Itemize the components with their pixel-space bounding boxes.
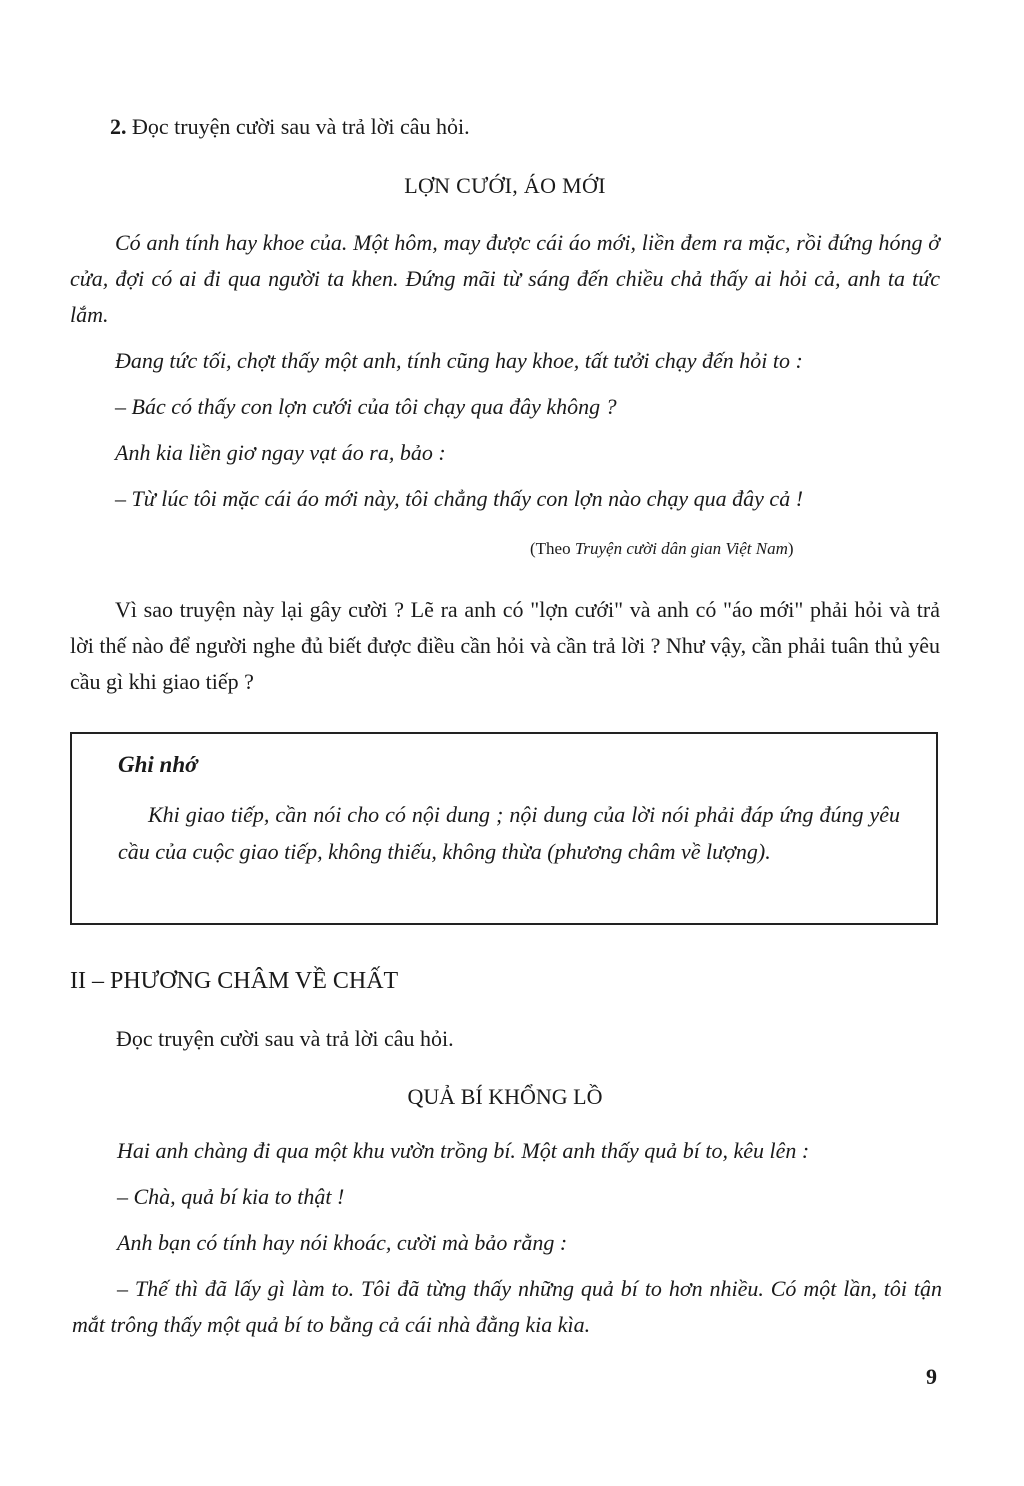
- story1-paragraph: Đang tức tối, chợt thấy một anh, tính cũng hay khoe, tất tưởi chạy đến hỏi to :: [115, 348, 803, 373]
- story1-dialogue: – Từ lúc tôi mặc cái áo mới này, tôi chẳng thấy con lợn nào chạy qua đây cả !: [115, 486, 804, 511]
- story1-paragraph: Có anh tính hay khoe của. Một hôm, may được cái áo mới, liền đem ra mặc, rồi đứng hóng ở cửa, đợi có ai đi qua người ta khen. Đứng mãi từ sáng đến chiều chả thấy ai hỏi cả, anh ta tức lắm.: [70, 230, 940, 327]
- story1-source: (Theo Truyện cười dân gian Việt Nam): [530, 539, 794, 558]
- story1-paragraph: Anh kia liền giơ ngay vạt áo ra, bảo :: [115, 440, 446, 465]
- page-number: 9: [926, 1364, 937, 1389]
- story1-body: [70, 225, 940, 517]
- story1-dialogue: – Bác có thấy con lợn cưới của tôi chạy qua đây không ?: [115, 394, 617, 419]
- note-title: Ghi nhớ: [118, 752, 198, 777]
- section-heading: II – PHƯƠNG CHÂM VỀ CHẤT: [70, 968, 399, 994]
- exercise-instruction: [110, 110, 470, 144]
- story2-dialogue: – Thế thì đã lấy gì làm to. Tôi đã từng thấy những quả bí to hơn nhiều. Có một lần, tôi tận mắt trông thấy một quả bí to bằng cả cái nhà đằng kia kìa.: [72, 1276, 942, 1337]
- story1-question: Vì sao truyện này lại gây cười ? Lẽ ra anh có "lợn cưới" và anh có "áo mới" phải hỏi và trả lời thế nào để người nghe đủ biết được điều cần hỏi và cần trả lời ? Như vậy, cần phải tuân thủ yêu cầu gì khi giao tiếp ?: [70, 597, 940, 694]
- story2-title: QUẢ BÍ KHỔNG LỒ: [407, 1084, 603, 1109]
- story2-paragraph: Hai anh chàng đi qua một khu vườn trồng bí. Một anh thấy quả bí to, kêu lên :: [117, 1138, 810, 1163]
- note-body: Khi giao tiếp, cần nói cho có nội dung ; nội dung của lời nói phải đáp ứng đúng yêu cầu của cuộc giao tiếp, không thiếu, không thừa (phương châm về lượng).: [118, 802, 900, 864]
- story2-paragraph: Anh bạn có tính hay nói khoác, cười mà bảo rằng :: [117, 1230, 568, 1255]
- section-instruction: Đọc truyện cười sau và trả lời câu hỏi.: [116, 1026, 454, 1051]
- story2-dialogue: – Chà, quả bí kia to thật !: [117, 1184, 345, 1209]
- story2-body: [72, 1133, 942, 1343]
- exercise-number: 2.: [110, 114, 127, 139]
- source-title: Truyện cười dân gian Việt Nam: [574, 539, 788, 558]
- exercise-instruction-text: Đọc truyện cười sau và trả lời câu hỏi.: [132, 114, 470, 139]
- story1-title: LỢN CƯỚI, ÁO MỚI: [404, 173, 606, 198]
